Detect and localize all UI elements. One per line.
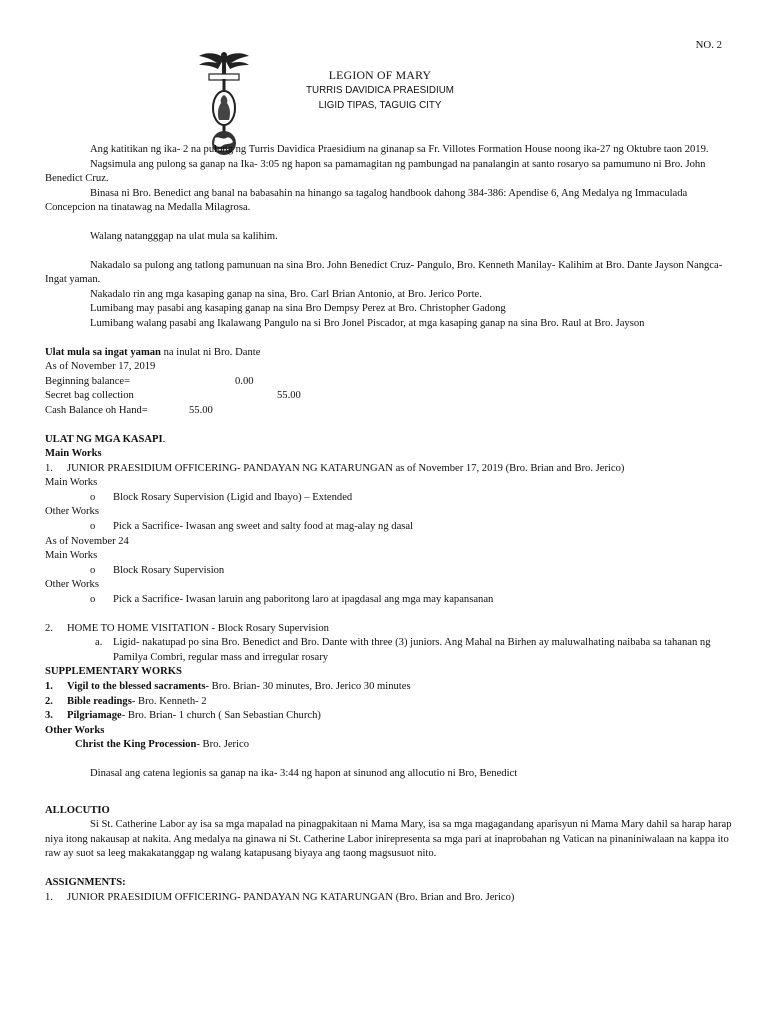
treasury-date: As of November 17, 2019 (45, 361, 156, 373)
minutes-body (45, 143, 735, 905)
main-works-label: Main Works (45, 550, 98, 562)
intro-paragraph-1: Ang katitikan ng ika- 2 na pulong ng Turris Davidica Praesidium na ginanap sa Fr. Villotes Formation House noong ika-27 ng Oktubre taon 2019. (90, 144, 709, 155)
supplementary-item: 3. Pilgriamage- Bro. Brian- 1 church ( San Sebastian Church) (45, 710, 321, 722)
date-label: As of November 24 (45, 535, 129, 547)
supplementary-heading: SUPPLEMENTARY WORKS (45, 666, 182, 678)
treasury-row: Secret bag collection 55.00 (45, 390, 301, 402)
other-works-label: Other Works (45, 579, 99, 591)
members-item-2a: a. Ligid- nakatupad po sina Bro. Benedict and Bro. Dante with three (3) juniors. Ang Mahal na Birhen ay maluwalhating naibaba sa tahanan ng Pamilya Combri, regular mass and irregular rosary (95, 637, 711, 663)
intro-paragraph-2: Nagsimula ang pulong sa ganap na Ika- 3:05 ng hapon sa pamamagitan ng pambungad na panalangin at santo rosaryo sa pamumuno ni Bro. John Benedict Cruz. (45, 158, 706, 185)
attendance-paragraph-4: Lumibang walang pasabi ang Ikalawang Pangulo na si Bro Jonel Piscador, at mga kasaping ganap na sina Bro. Raul at Bro. Jayson (90, 317, 645, 329)
document-number: NO. 2 (695, 39, 722, 51)
closing-paragraph: Dinasal ang catena legionis sa ganap na ika- 3:44 ng hapon at sinunod ang allocutio ni Bro, Benedict (90, 767, 518, 779)
members-item-2: 2. HOME TO HOME VISITATION - Block Rosary Supervision (45, 622, 329, 634)
treasury-heading: Ulat mula sa ingat yaman na inulat ni Bro. Dante (45, 346, 261, 358)
work-item: o Block Rosary Supervision (Ligid and Ibayo) – Extended (90, 491, 353, 503)
other-works-item: Christ the King Procession- Bro. Jerico (75, 739, 250, 751)
allocutio-paragraph: Si St. Catherine Labor ay isa sa mga mapalad na pinagpakitaan ni Mama Mary, isa sa mga magagandang aparisyun ni Mama Mary dahil sa harap harap niya itong nakausap at nakita. Ang medalya na ginawa ni St. Catherine Labor inirepresenta sa mga pari at inaprobahan ng Vatican na pinaniniwalaan na kappa ito raw ay suot sa leeg makakatanggap ng walang katapusang biyaya ang taong magsusuot nito. (45, 819, 732, 860)
other-works-heading: Other Works (45, 724, 105, 736)
main-works-label: Main Works (45, 477, 98, 489)
work-item: o Pick a Sacrifice- Iwasan laruin ang paboritong laro at ipagdasal ang mga may kapansanan (90, 594, 494, 606)
attendance-paragraph-3: Lumibang may pasabi ang kasaping ganap na sina Bro Dempsy Perez at Bro. Christopher Gadong (90, 303, 506, 315)
work-item: o Pick a Sacrifice- Iwasan ang sweet and salty food at mag-alay ng dasal (90, 521, 414, 533)
work-item: o Block Rosary Supervision (90, 564, 225, 576)
assignment-item: 1. JUNIOR PRAESIDIUM OFFICERING- PANDAYAN NG KATARUNGAN (Bro. Brian and Bro. Jerico) (45, 891, 515, 903)
other-works-label: Other Works (45, 506, 99, 518)
treasury-row: Cash Balance oh Hand= 55.00 (45, 404, 213, 416)
main-works-heading: Main Works (45, 448, 102, 460)
allocutio-heading: ALLOCUTIO (45, 804, 110, 816)
treasury-table (45, 375, 735, 419)
treasury-row: Beginning balance= 0.00 (45, 375, 254, 387)
praesidium-name: TURRIS DAVIDICA PRAESIDIUM (306, 85, 454, 96)
assignments-heading: ASSIGNMENTS: (45, 876, 126, 888)
supplementary-item: 2. Bible readings- Bro. Kenneth- 2 (45, 695, 207, 707)
intro-paragraph-3: Binasa ni Bro. Benedict ang banal na babasahin na hinango sa tagalog handbook dahong 384-386: Apendise 6, Ang Medalya ng Immaculada Concepcion na tinatawag na Medalla Milagrosa. (45, 187, 688, 214)
org-title: LEGION OF MARY (328, 68, 432, 82)
supplementary-item: 1. Vigil to the blessed sacraments- Bro. Brian- 30 minutes, Bro. Jerico 30 minutes (45, 681, 411, 692)
location: LIGID TIPAS, TAGUIG CITY (318, 100, 442, 111)
attendance-paragraph-2: Nakadalo rin ang mga kasaping ganap na sina, Bro. Carl Brian Antonio, at Bro. Jerico Porte. (90, 288, 482, 300)
attendance-paragraph-1: Nakadalo sa pulong ang tatlong pamunuan na sina Bro. John Benedict Cruz- Pangulo, Bro. Kenneth Manilay- Kalihim at Bro. Dante Jayson Nangca- Ingat yaman. (45, 259, 723, 286)
intro-paragraph-4: Walang natangggap na ulat mula sa kalihim. (90, 230, 278, 242)
members-item-1: 1. JUNIOR PRAESIDIUM OFFICERING- PANDAYAN NG KATARUNGAN as of November 17, 2019 (Bro. Brian and Bro. Jerico) (45, 462, 625, 474)
members-report-heading: ULAT NG MGA KASAPI. (45, 433, 166, 445)
